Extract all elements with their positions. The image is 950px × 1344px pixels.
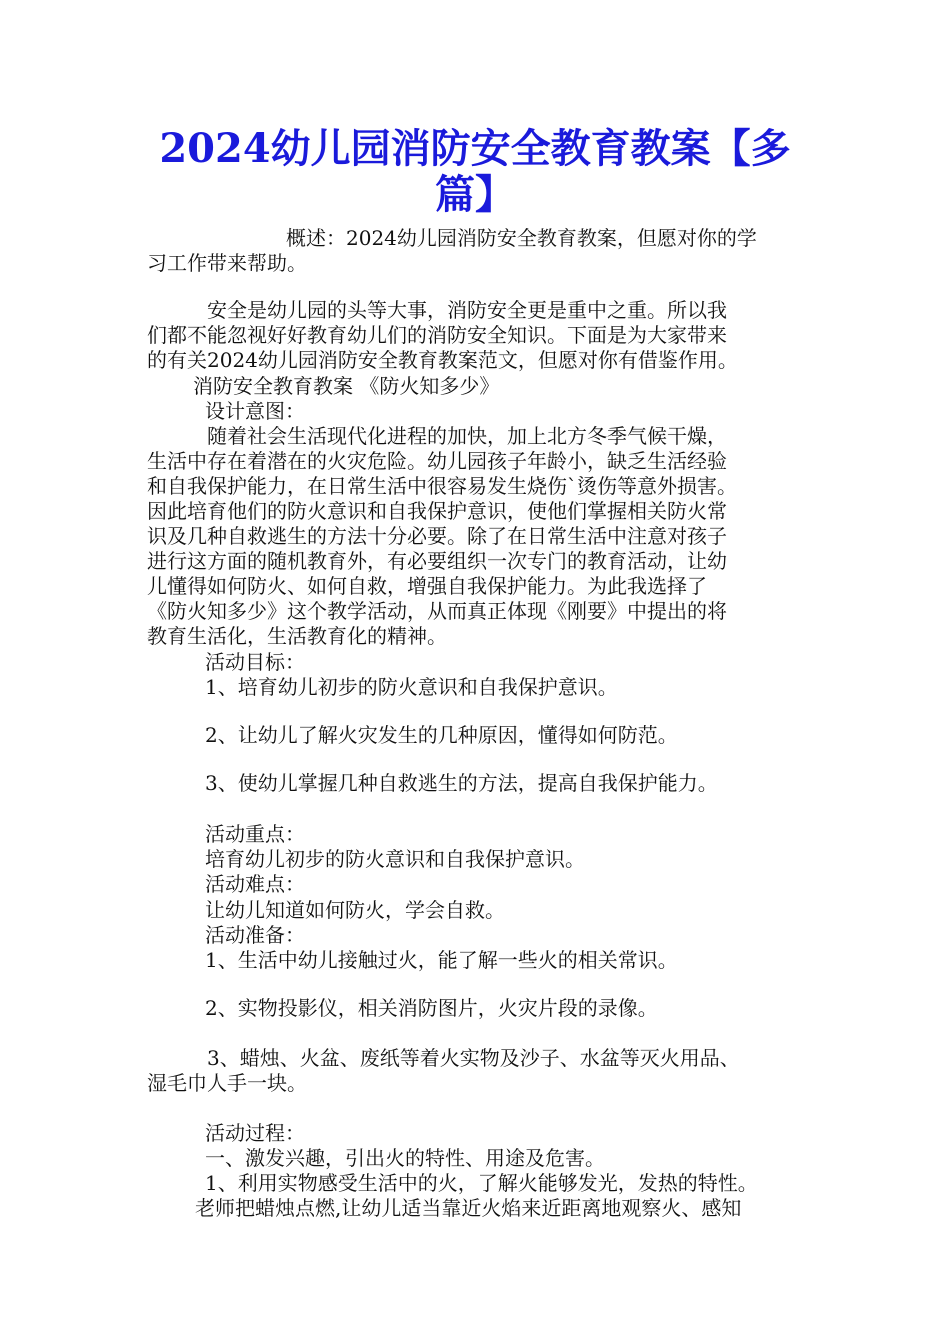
- design-line-3: 和自我保护能力，在日常生活中很容易发生烧伤`烫伤等意外损害。: [147, 474, 737, 498]
- process-heading: 活动过程：: [205, 1121, 305, 1145]
- design-line-5: 识及几种自救逃生的方法十分必要。除了在日常生活中注意对孩子: [147, 524, 727, 548]
- preparation-item-3-cont: 湿毛巾人手一块。: [147, 1071, 307, 1095]
- focus-heading: 活动重点：: [205, 822, 305, 846]
- summary-line-1: 概述：2024幼儿园消防安全教育教案，但愿对你的学: [286, 226, 757, 250]
- design-heading: 设计意图：: [205, 399, 305, 423]
- intro-line-2: 们都不能忽视好好教育幼儿们的消防安全知识。下面是为大家带来: [147, 323, 727, 347]
- design-line-9: 教育生活化，生活教育化的精神。: [147, 624, 447, 648]
- intro-line-3: 的有关2024幼儿园消防安全教育教案范文，但愿对你有借鉴作用。: [147, 348, 738, 372]
- preparation-item-2: 2、实物投影仪，相关消防图片，火灾片段的录像。: [205, 996, 658, 1020]
- goal-item-2: 2、让幼儿了解火灾发生的几种原因，懂得如何防范。: [205, 723, 678, 747]
- goals-heading: 活动目标：: [205, 650, 305, 674]
- difficulty-text: 让幼儿知道如何防火，学会自救。: [205, 898, 505, 922]
- design-line-4: 因此培育他们的防火意识和自我保护意识，使他们掌握相关防火常: [147, 499, 727, 523]
- document-title: [140, 126, 810, 218]
- preparation-item-3: 3、蜡烛、火盆、废纸等着火实物及沙子、水盆等灭火用品、: [207, 1046, 740, 1070]
- goal-item-3: 3、使幼儿掌握几种自救逃生的方法，提高自我保护能力。: [205, 771, 718, 795]
- title-line-1: 2024幼儿园消防安全教育教案【多: [159, 125, 791, 172]
- design-line-2: 生活中存在着潜在的火灾危险。幼儿园孩子年龄小，缺乏生活经验: [147, 449, 727, 473]
- preparation-heading: 活动准备：: [205, 923, 305, 947]
- design-line-8: 《防火知多少》这个教学活动，从而真正体现《刚要》中提出的将: [147, 599, 727, 623]
- plan-heading: 消防安全教育教案 《防火知多少》: [193, 374, 500, 398]
- focus-text: 培育幼儿初步的防火意识和自我保护意识。: [205, 847, 585, 871]
- goal-item-1: 1、培育幼儿初步的防火意识和自我保护意识。: [205, 675, 618, 699]
- process-step-1-1: 1、利用实物感受生活中的火，了解火能够发光，发热的特性。: [205, 1171, 758, 1195]
- preparation-item-1: 1、生活中幼儿接触过火，能了解一些火的相关常识。: [205, 948, 678, 972]
- design-line-7: 儿懂得如何防火、如何自救，增强自我保护能力。为此我选择了: [147, 574, 707, 598]
- design-line-1: 随着社会生活现代化进程的加快，加上北方冬季气候干燥，: [207, 424, 727, 448]
- design-line-6: 进行这方面的随机教育外，有必要组织一次专门的教育活动，让幼: [147, 549, 727, 573]
- difficulty-heading: 活动难点：: [205, 872, 305, 896]
- intro-line-1: 安全是幼儿园的头等大事，消防安全更是重中之重。所以我: [207, 298, 727, 322]
- title-line-2: 篇】: [435, 171, 515, 218]
- process-step-1: 一、激发兴趣，引出火的特性、用途及危害。: [205, 1146, 605, 1170]
- summary-line-2: 习工作带来帮助。: [147, 251, 307, 275]
- process-step-1-1-cont: 老师把蜡烛点燃,让幼儿适当靠近火焰来近距离地观察火、感知: [195, 1196, 742, 1220]
